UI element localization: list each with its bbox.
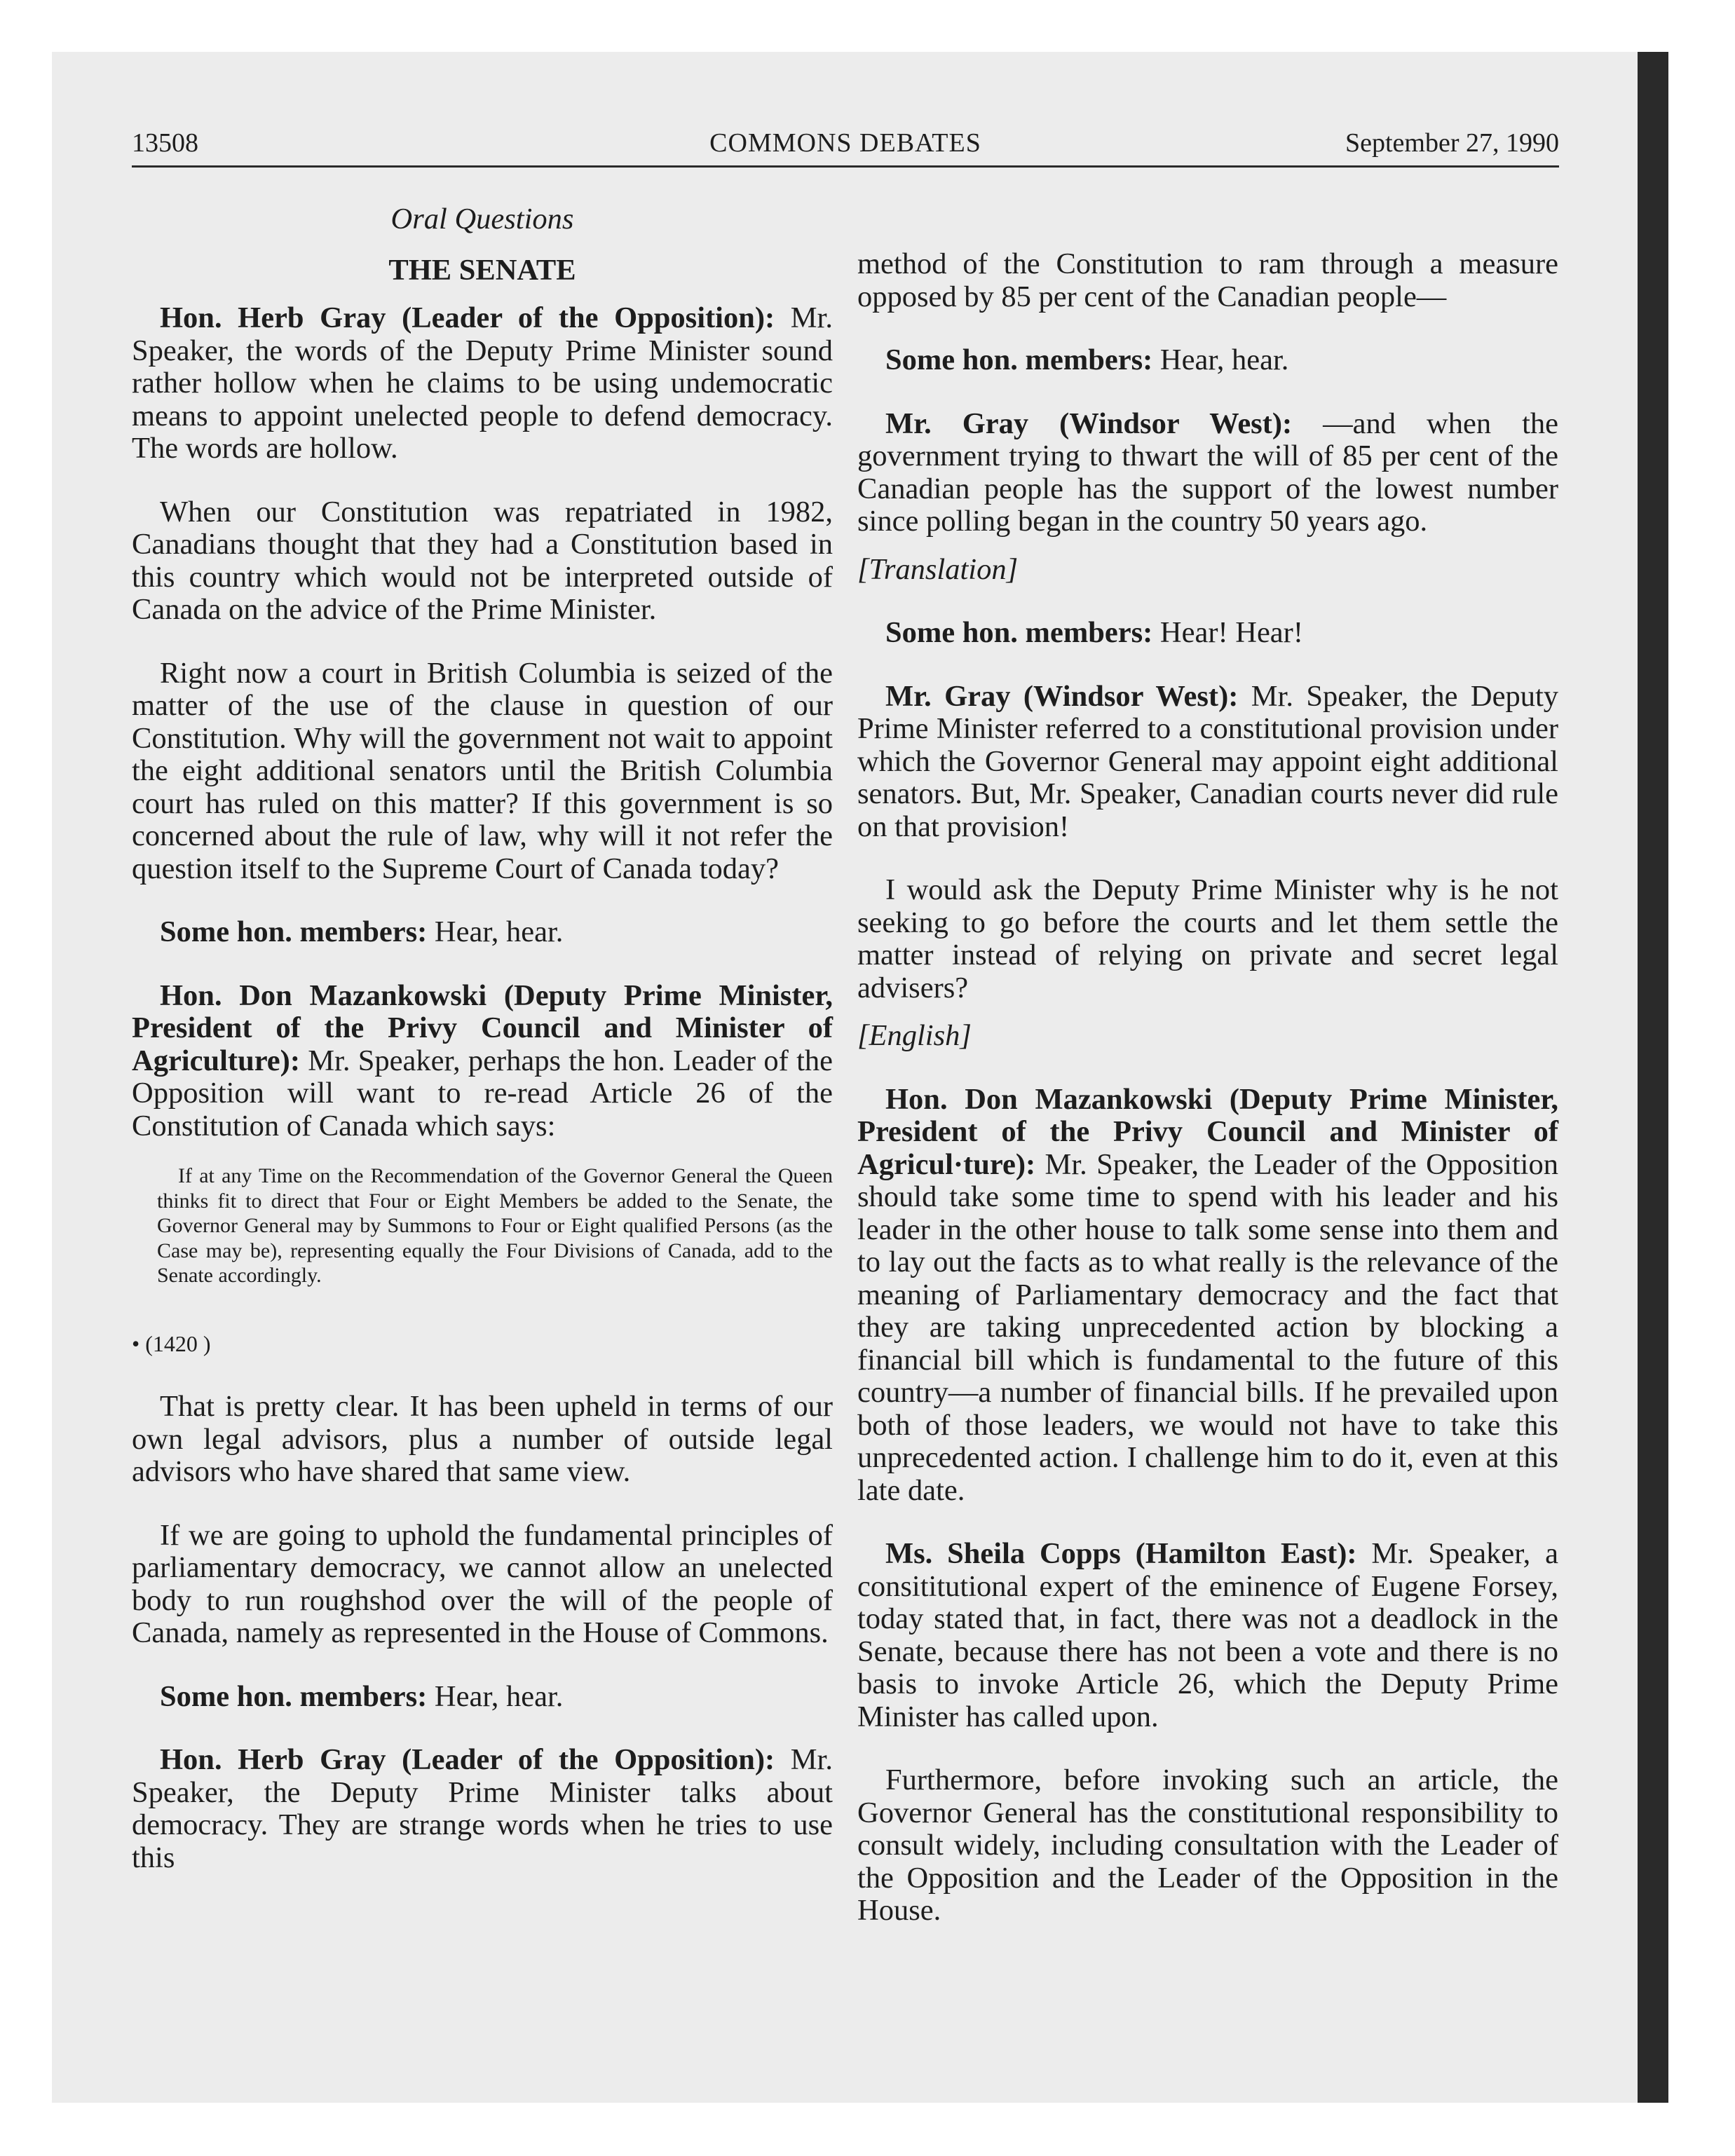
speech-text: Mr. Speaker, perhaps the hon. Leader of the Opposition will want to re-read Article 26 of the Constitution of Canada which says: xyxy=(132,1044,833,1142)
paragraph xyxy=(132,1681,833,1714)
page-header xyxy=(132,128,1559,168)
paragraph xyxy=(857,408,1558,538)
speaker-name: Hon. Herb Gray (Leader of the Opposition): xyxy=(160,1743,775,1777)
speech-text: Hear! Hear! xyxy=(1152,616,1303,649)
speech-text: Hear, hear. xyxy=(427,915,564,948)
speaker-name: Some hon. members: xyxy=(160,1679,428,1713)
speaker-name: Hon. Don Mazankowski (Deputy Prime Minister, President of the Privy Council and Minister of Agriculture): xyxy=(132,978,833,1077)
speaker-name: Some hon. members: xyxy=(160,915,428,948)
speaker-name: Hon. Don Mazankowski (Deputy Prime Minister, President of the Privy Council and Minister of Agricul·ture): xyxy=(857,1082,1558,1181)
speech-text: —and when the government trying to thwart the will of 85 per cent of the Canadian people has the support of the lowest number since polling began in the country 50 years ago. xyxy=(857,407,1558,538)
speaker-name: Hon. Herb Gray (Leader of the Opposition): xyxy=(160,301,775,334)
publication-title: COMMONS DEBATES xyxy=(709,128,981,158)
paragraph: When our Constitution was repatriated in 1982, Canadians thought that they had a Constitution based in this country which would not be interpreted outside of Canada on the advice of the Prime Minister. xyxy=(132,495,833,626)
right-column xyxy=(857,248,1558,1928)
speaker-name: Mr. Gray (Windsor West): xyxy=(885,679,1239,713)
paragraph: Furthermore, before invoking such an article, the Governor General has the constitutional responsibility to consult widely, including consultation with the Leader of the Opposition and the Leader of the Opposition in the House. xyxy=(857,1763,1558,1927)
paragraph: Right now a court in British Columbia is seized of the matter of the use of the clause in question of our Constitution. Why will the government not wait to appoint the eight additional senators until the British Columbia court has ruled on this matter? If this government is so concerned about the rule of law, why will it not refer the question itself to the Supreme Court of Canada today? xyxy=(132,656,833,885)
speech-text: Hear, hear. xyxy=(1152,343,1289,376)
paragraph xyxy=(857,1538,1558,1733)
paragraph xyxy=(857,617,1558,650)
speech-text: Mr. Speaker, the Deputy Prime Minister referred to a constitutional provision under which the Governor General may appoint eight additional senators. But, Mr. Speaker, Canadian courts never did rule on that provision! xyxy=(857,679,1558,843)
paragraph xyxy=(857,681,1558,844)
speech-text: Hear, hear. xyxy=(427,1679,564,1713)
speaker-name: Ms. Sheila Copps (Hamilton East): xyxy=(885,1537,1357,1570)
translation-marker: [Translation] xyxy=(857,552,1019,586)
paragraph: I would ask the Deputy Prime Minister why is he not seeking to go before the courts and let them settle the matter instead of relying on private and secret legal advisers? xyxy=(857,873,1558,1004)
speech-text: Mr. Speaker, a consititutional expert of the eminence of Eugene Forsey, today stated that, in fact, there was not a deadlock in the Senate, because there has not been a vote and there is no basis to invoke Article 26, which the Deputy Prime Minister has called upon. xyxy=(857,1537,1559,1733)
speaker-name: Some hon. members: xyxy=(885,616,1153,649)
page-number: 13508 xyxy=(132,128,198,158)
speaker-name: Mr. Gray (Windsor West): xyxy=(885,407,1293,440)
time-marker: • (1420 ) xyxy=(132,1330,211,1356)
scan-edge-shadow xyxy=(1638,52,1668,2103)
paragraph: That is pretty clear. It has been upheld in terms of our own legal advisors, plus a number of outside legal advisors who have shared that same view. xyxy=(132,1390,833,1489)
speaker-name: Some hon. members: xyxy=(885,343,1153,376)
speech-text: Mr. Speaker, the Leader of the Opposition should take some time to spend with his leader and his leader in the other house to talk some sense into them and to lay out the facts as to what really is the relevance of the meaning of Parliamentary democracy and the fact that they are taking unprecedented action by blocking a financial bill which is fundamental to the future of this country—a number of financial bills. If he prevailed upon both of those leaders, we would not have to take this unprecedented action. I challenge him to do it, even at this late date. xyxy=(857,1147,1558,1507)
speech-text: Mr. Speaker, the words of the Deputy Prime Minister sound rather hollow when he claims to be using undemocratic means to appoint unelected people to defend democracy. The words are hollow. xyxy=(132,301,833,465)
english-marker: [English] xyxy=(857,1019,972,1052)
paragraph xyxy=(132,980,833,1143)
constitution-quote: If at any Time on the Recommendation of the Governor General the Queen thinks fit to direct that Four or Eight Members be added to the Senate, the Governor General may by Summons to Four or Eight qualified Persons (as the Case may be), representing equally the Four Divisions of Canada, add to the Senate accordingly. xyxy=(157,1164,833,1288)
topic-heading: THE SENATE xyxy=(388,253,576,287)
paragraph xyxy=(132,916,833,949)
publication-date: September 27, 1990 xyxy=(1345,128,1559,158)
paragraph xyxy=(132,1744,833,1874)
speech-text: Mr. Speaker, the Deputy Prime Minister talks about democracy. They are strange words when he tries to use this xyxy=(132,1743,833,1874)
section-title: Oral Questions xyxy=(390,203,574,236)
left-column xyxy=(132,203,833,1874)
paragraph: If we are going to uphold the fundamental principles of parliamentary democracy, we cannot allow an unelected body to run roughshod over the will of the people of Canada, namely as represented in the House of Commons. xyxy=(132,1518,833,1650)
paragraph xyxy=(857,344,1558,377)
paragraph xyxy=(132,302,833,465)
paragraph xyxy=(857,1084,1558,1508)
paragraph: method of the Constitution to ram through a measure opposed by 85 per cent of the Canadian people— xyxy=(857,247,1558,313)
